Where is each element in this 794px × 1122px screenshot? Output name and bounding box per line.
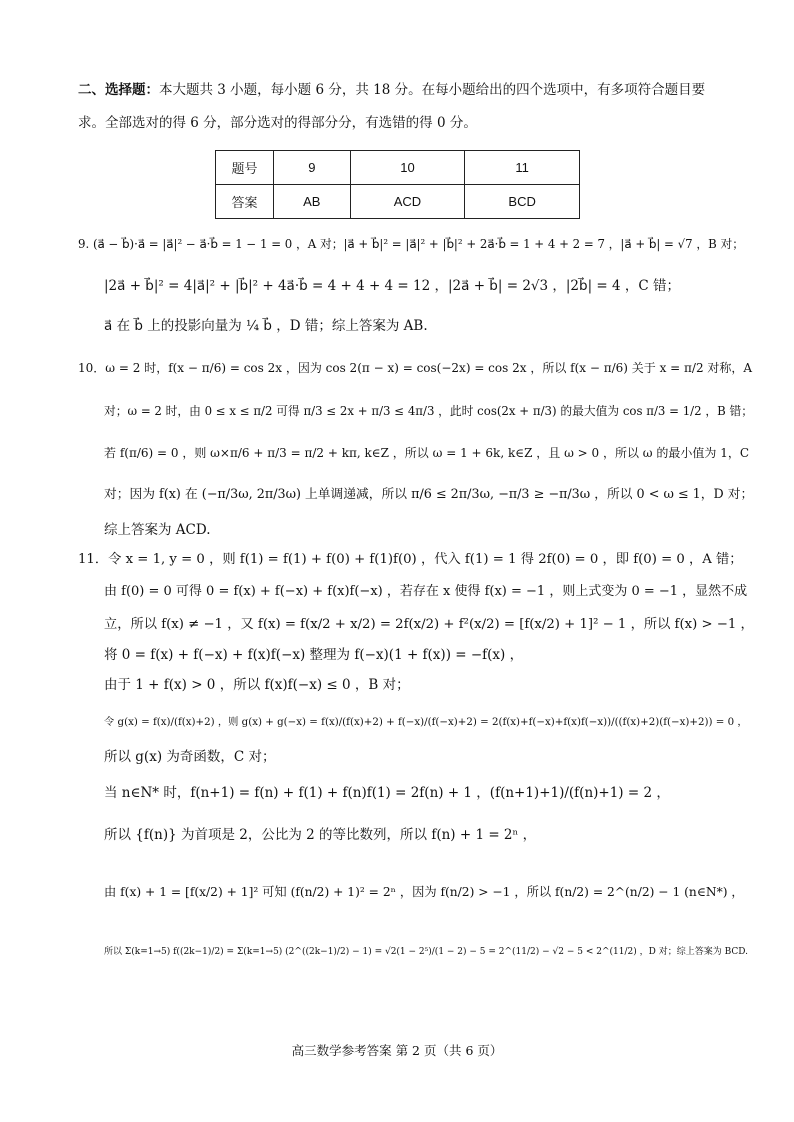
table-cell: AB	[274, 185, 351, 219]
q11-line-1: 11．令 x = 1, y = 0 ，则 f(1) = f(1) + f(0) + f(1)f(0) ，代入 f(1) = 1 得 2f(0) = 0 ，即 f(0) = 0 ，A 错；	[78, 552, 743, 567]
table-cell: BCD	[465, 185, 580, 219]
q10-line-5: 综上答案为 ACD.	[104, 522, 211, 538]
table-header-cell: 答案	[216, 185, 274, 219]
table-header-cell: 题号	[216, 151, 274, 185]
answer-table	[215, 150, 580, 219]
section-intro-line-2: 求。全部选对的得 6 分，部分选对的得部分分，有选错的得 0 分。	[78, 115, 477, 131]
page-footer: 高三数学参考答案 第 2 页（共 6 页）	[291, 1043, 503, 1058]
q11-line-6: 令 g(x) = f(x)/(f(x)+2) ，则 g(x) + g(−x) = f(x)/(f(x)+2) + f(−x)/(f(−x)+2) = 2(f(x)+f(−x)+f(x)f(−x))/((f(x)+2)(f(−x)+2)) = 0 ，	[104, 716, 748, 728]
q10-line-2: 对；ω = 2 时，由 0 ≤ x ≤ π/2 可得 π/3 ≤ 2x + π/3 ≤ 4π/3 ，此时 cos(2x + π/3) 的最大值为 cos π/3 = 1/2 ，B 错；	[104, 404, 753, 418]
table-cell: ACD	[350, 185, 465, 219]
q11-line-2: 由 f(0) = 0 可得 0 = f(x) + f(−x) + f(x)f(−x) ，若存在 x 使得 f(x) = −1 ，则上式变为 0 = −1 ，显然不成	[104, 584, 748, 599]
section-intro-line-1	[78, 80, 705, 100]
table-cell: 9	[274, 151, 351, 185]
q9-line-2: |2a⃗ + b⃗|² = 4|a⃗|² + |b⃗|² + 4a⃗·b⃗ = 4 + 4 + 4 = 12 ，|2a⃗ + b⃗| = 2√3 ，|2b⃗| = 4 ，C 错；	[104, 278, 681, 294]
q9-line-3: a⃗ 在 b⃗ 上的投影向量为 ¼ b⃗ ，D 错；综上答案为 AB.	[104, 318, 428, 334]
q11-line-10: 由 f(x) + 1 = [f(x/2) + 1]² 可知 (f(n/2) + 1)² = 2ⁿ ，因为 f(n/2) > −1 ，所以 f(n/2) = 2^(n/2) − 1 (n∈N*) ，	[104, 885, 744, 899]
answer-table-row-answers	[216, 185, 580, 219]
q11-line-8: 当 n∈N* 时，f(n+1) = f(n) + f(1) + f(n)f(1) = 2f(n) + 1 ，(f(n+1)+1)/(f(n)+1) = 2 ，	[104, 785, 670, 801]
table-cell: 10	[350, 151, 465, 185]
q11-line-9: 所以 {f(n)} 为首项是 2，公比为 2 的等比数列，所以 f(n) + 1 = 2ⁿ ，	[104, 827, 537, 843]
q9-line-1: 9. (a⃗ − b⃗)·a⃗ = |a⃗|² − a⃗·b⃗ = 1 − 1 = 0 ，A 对；|a⃗ + b⃗|² = |a⃗|² + |b⃗|² + 2a⃗·b⃗ = 1 + 4 + 2 = 7 ，|a⃗ + b⃗| = √7 ，B 对；	[78, 237, 744, 251]
q11-line-4: 将 0 = f(x) + f(−x) + f(x)f(−x) 整理为 f(−x)(1 + f(x)) = −f(x) ，	[104, 647, 524, 663]
table-cell: 11	[465, 151, 580, 185]
q11-line-11: 所以 Σ(k=1→5) f((2k−1)/2) = Σ(k=1→5) (2^((2k−1)/2) − 1) = √2(1 − 2⁵)/(1 − 2) − 5 = 2^(11/2) − √2 − 5 < 2^(11/2) ，D 对；综上答案为 BCD.	[104, 947, 748, 957]
q11-line-3: 立，所以 f(x) ≠ −1 ，又 f(x) = f(x/2 + x/2) = 2f(x/2) + f²(x/2) = [f(x/2) + 1]² − 1 ，所以 f(x) > −1 ，	[104, 617, 754, 632]
q10-line-4: 对；因为 f(x) 在 (−π/3ω, 2π/3ω) 上单调递减，所以 π/6 ≤ 2π/3ω, −π/3 ≥ −π/3ω ，所以 0 < ω ≤ 1，D 对；	[104, 487, 754, 502]
section-heading: 二、选择题：	[78, 82, 159, 98]
section-intro-text-1: 本大题共 3 小题，每小题 6 分，共 18 分。在每小题给出的四个选项中，有多项符合题目要	[159, 82, 706, 98]
answer-table-row-numbers	[216, 151, 580, 185]
q10-line-1: 10．ω = 2 时，f(x − π/6) = cos 2x ，因为 cos 2(π − x) = cos(−2x) = cos 2x ，所以 f(x − π/6) 关于 x = π/2 对称，A	[78, 361, 753, 375]
q11-line-5: 由于 1 + f(x) > 0 ，所以 f(x)f(−x) ≤ 0 ，B 对；	[104, 677, 410, 693]
q11-line-7: 所以 g(x) 为奇函数，C 对；	[104, 749, 276, 765]
q10-line-3: 若 f(π/6) = 0 ，则 ω×π/6 + π/3 = π/2 + kπ, k∈Z ，所以 ω = 1 + 6k, k∈Z ，且 ω > 0 ，所以 ω 的最小值为 1，C	[104, 446, 750, 460]
